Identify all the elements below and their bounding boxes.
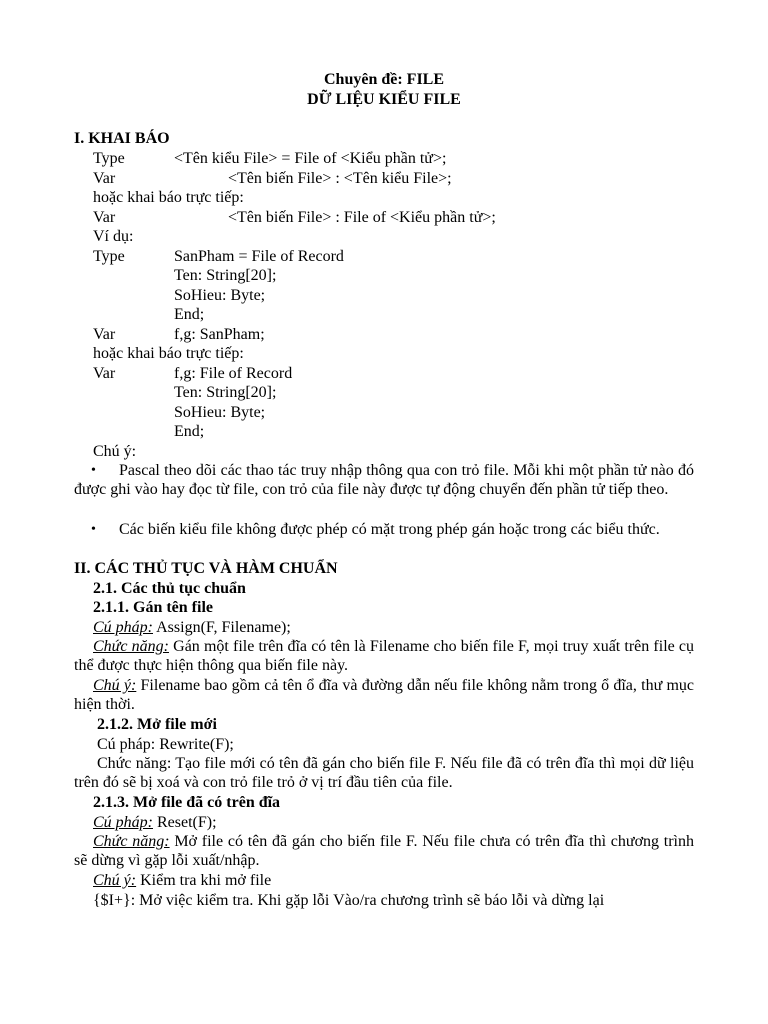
example-end-2: End; [174,423,205,440]
assign-note-paragraph [74,676,694,714]
rewrite-function-text: Tạo file mới có tên đã gán cho biến file F. Nếu file đã có trên đĩa thì mọi dữ liệu trên đó sẽ bị xoá và con trỏ file trỏ ở vị trí đầu tiên của file. [74,755,694,791]
var-declaration: <Tên biến File> : <Tên kiểu File>; [228,170,452,187]
var-keyword: Var [93,170,116,187]
example-type-keyword: Type [93,248,125,265]
example-field-ten: Ten: String[20]; [174,267,277,284]
example-end: End; [174,306,205,323]
subsection-2-1-3-heading: 2.1.3. Mở file đã có trên đĩa [93,794,281,811]
bullet-paragraph-2: Các biến kiểu file không được phép có mặt trong phép gán hoặc trong các biểu thức. [119,521,660,538]
reset-syntax: Reset(F); [153,814,217,831]
var-keyword-2: Var [93,209,116,226]
example-var-keyword: Var [93,326,116,343]
reset-note-text: Kiểm tra khi mở file [136,872,272,889]
type-declaration: <Tên kiểu File> = File of <Kiểu phần tử>; [174,150,447,167]
subsection-2-1-2-heading: 2.1.2. Mở file mới [97,716,217,733]
note-label-2-1-1: Chú ý: [93,677,137,694]
subsection-2-1-heading: 2.1. Các thủ tục chuẩn [93,580,246,597]
function-label-3: Chức năng: [93,833,170,850]
direct-declaration-label: hoặc khai báo trực tiếp: [93,189,244,206]
assign-syntax: Assign(F, Filename); [153,619,291,636]
subsection-2-1-1-heading: 2.1.1. Gán tên file [93,599,213,616]
example-var-line: f,g: SanPham; [174,326,265,343]
bullet-marker-1: • [91,463,96,478]
bullet-marker-2: • [91,522,96,537]
syntax-label: Cú pháp: [93,619,153,636]
reset-function-text: Mở file có tên đã gán cho biến file F. Nếu file chưa có trên đĩa thì chương trình sẽ dừng vì gặp lỗi xuất/nhập. [74,833,694,869]
reset-syntax-line [93,813,217,832]
assign-function-text: Gán một file trên đĩa có tên là Filename cho biến file F, mọi truy xuất trên file cụ thể được thực hiện thông qua biến file này. [74,638,694,674]
note-label-2-1-3: Chú ý: [93,872,137,889]
example-label: Ví dụ: [93,228,134,245]
doc-title: DỮ LIỆU KIỂU FILE [307,91,461,108]
assign-note-text: Filename bao gồm cả tên ổ đĩa và đường dẫn nếu file không nằm trong ổ đĩa, thư mục hiện thời. [74,677,694,713]
example-field-sohieu-2: SoHieu: Byte; [174,404,266,421]
example-type-line: SanPham = File of Record [174,248,344,265]
rewrite-syntax-line [97,735,234,754]
section-2-heading: II. CÁC THỦ TỤC VÀ HÀM CHUẨN [74,560,338,577]
bullet-paragraph-1: Pascal theo dõi các thao tác truy nhập thông qua con trỏ file. Mỗi khi một phần tử nào đó được ghi vào hay đọc từ file, con trỏ của file này được tự động chuyển đến phần tử tiếp theo. [74,462,694,498]
example-var-keyword-2: Var [93,365,116,382]
io-check-directive-line: {$I+}: Mở việc kiểm tra. Khi gặp lỗi Vào/ra chương trình sẽ báo lỗi và dừng lại [93,892,605,909]
example-field-sohieu: SoHieu: Byte; [174,287,266,304]
var-declaration-direct: <Tên biến File> : File of <Kiểu phần tử>; [228,209,496,226]
note-label: Chú ý: [93,443,137,460]
example-var2-line: f,g: File of Record [174,365,293,382]
syntax-label-2: Cú pháp: [97,736,156,753]
assign-syntax-line [93,618,291,637]
assign-function-paragraph [74,637,694,675]
reset-function-paragraph [74,832,694,870]
direct-declaration-label-2: hoặc khai báo trực tiếp: [93,345,244,362]
doc-topic: Chuyên đề: FILE [323,71,445,88]
function-label: Chức năng: [93,638,169,655]
rewrite-syntax: Rewrite(F); [155,736,234,753]
rewrite-function-paragraph [74,754,694,792]
type-keyword: Type [93,150,125,167]
reset-note-line [93,871,271,890]
function-label-2: Chức năng: [97,755,172,772]
example-field-ten-2: Ten: String[20]; [174,384,277,401]
syntax-label-3: Cú pháp: [93,814,153,831]
section-1-heading: I. KHAI BÁO [74,130,170,147]
